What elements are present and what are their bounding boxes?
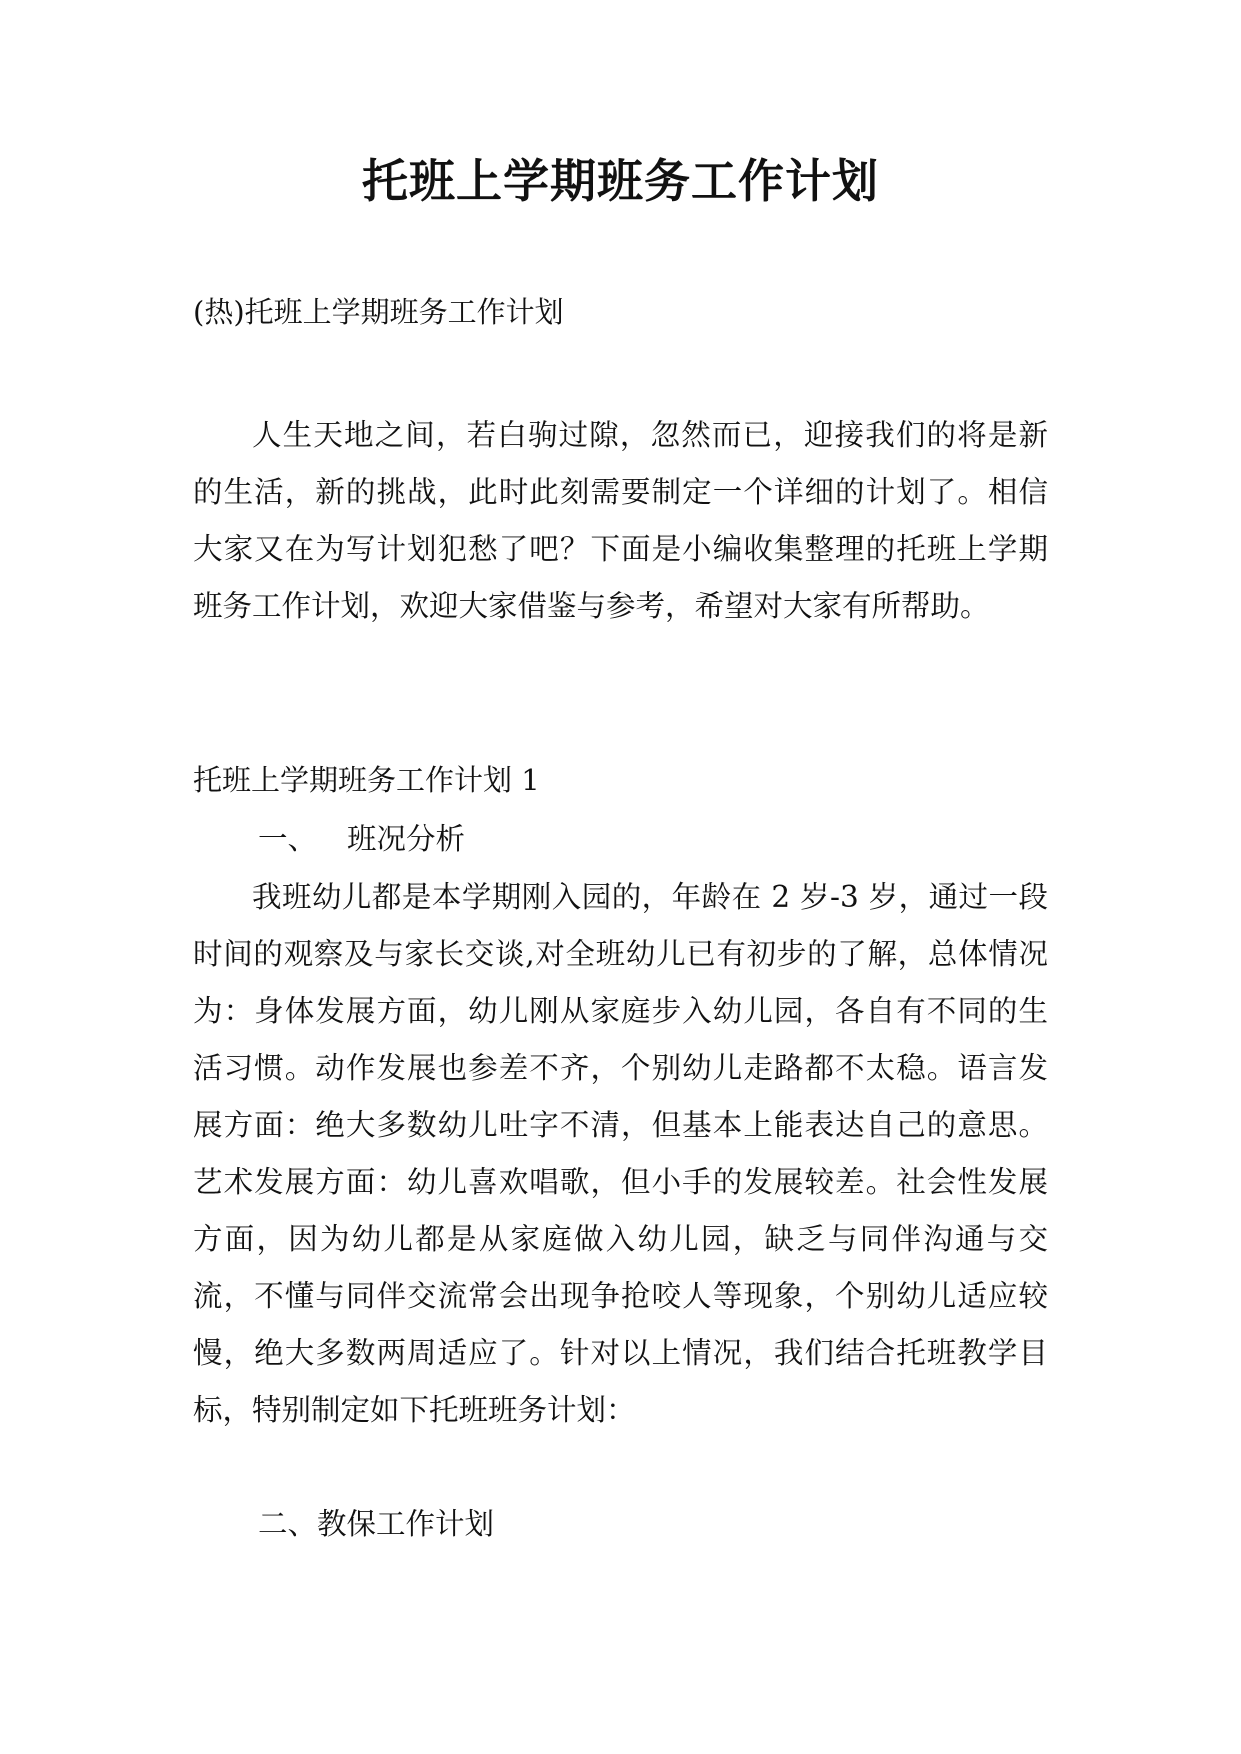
document-title: 托班上学期班务工作计划 [362, 154, 879, 208]
class-analysis-paragraph: 我班幼儿都是本学期刚入园的，年龄在 2 岁-3 岁，通过一段时间的观察及与家长交谈,对全班幼儿已有初步的了解，总体情况为：身体发展方面，幼儿刚从家庭步入幼儿园，各自有不同的生活习惯。动作发展也参差不齐，个别幼儿走路都不太稳。语言发展方面：绝大多数幼儿吐字不清，但基本上能表达自己的意思。艺术发展方面：幼儿喜欢唱歌，但小手的发展较差。社会性发展方面，因为幼儿都是从家庭做入幼儿园，缺乏与同伴沟通与交流，不懂与同伴交流常会出现争抢咬人等现象，个别幼儿适应较慢，绝大多数两周适应了。针对以上情况，我们结合托班教学目标，特别制定如下托班班务计划： [193, 880, 1048, 1427]
heading-teaching-plan: 二、教保工作计划 [258, 1507, 495, 1541]
intro-paragraph: 人生天地之间，若白驹过隙，忽然而已，迎接我们的将是新的生活，新的挑战，此时此刻需要制定一个详细的计划了。相信大家又在为写计划犯愁了吧？下面是小编收集整理的托班上学期班务工作计划，欢迎大家借鉴与参考，希望对大家有所帮助。 [193, 418, 1048, 623]
section-title: 托班上学期班务工作计划 1 [193, 763, 540, 797]
heading-class-analysis [258, 819, 465, 859]
heading-text: 班况分析 [347, 822, 466, 856]
heading-number: 一、 [258, 822, 318, 856]
document-subtitle: (热)托班上学期班务工作计划 [193, 295, 564, 329]
